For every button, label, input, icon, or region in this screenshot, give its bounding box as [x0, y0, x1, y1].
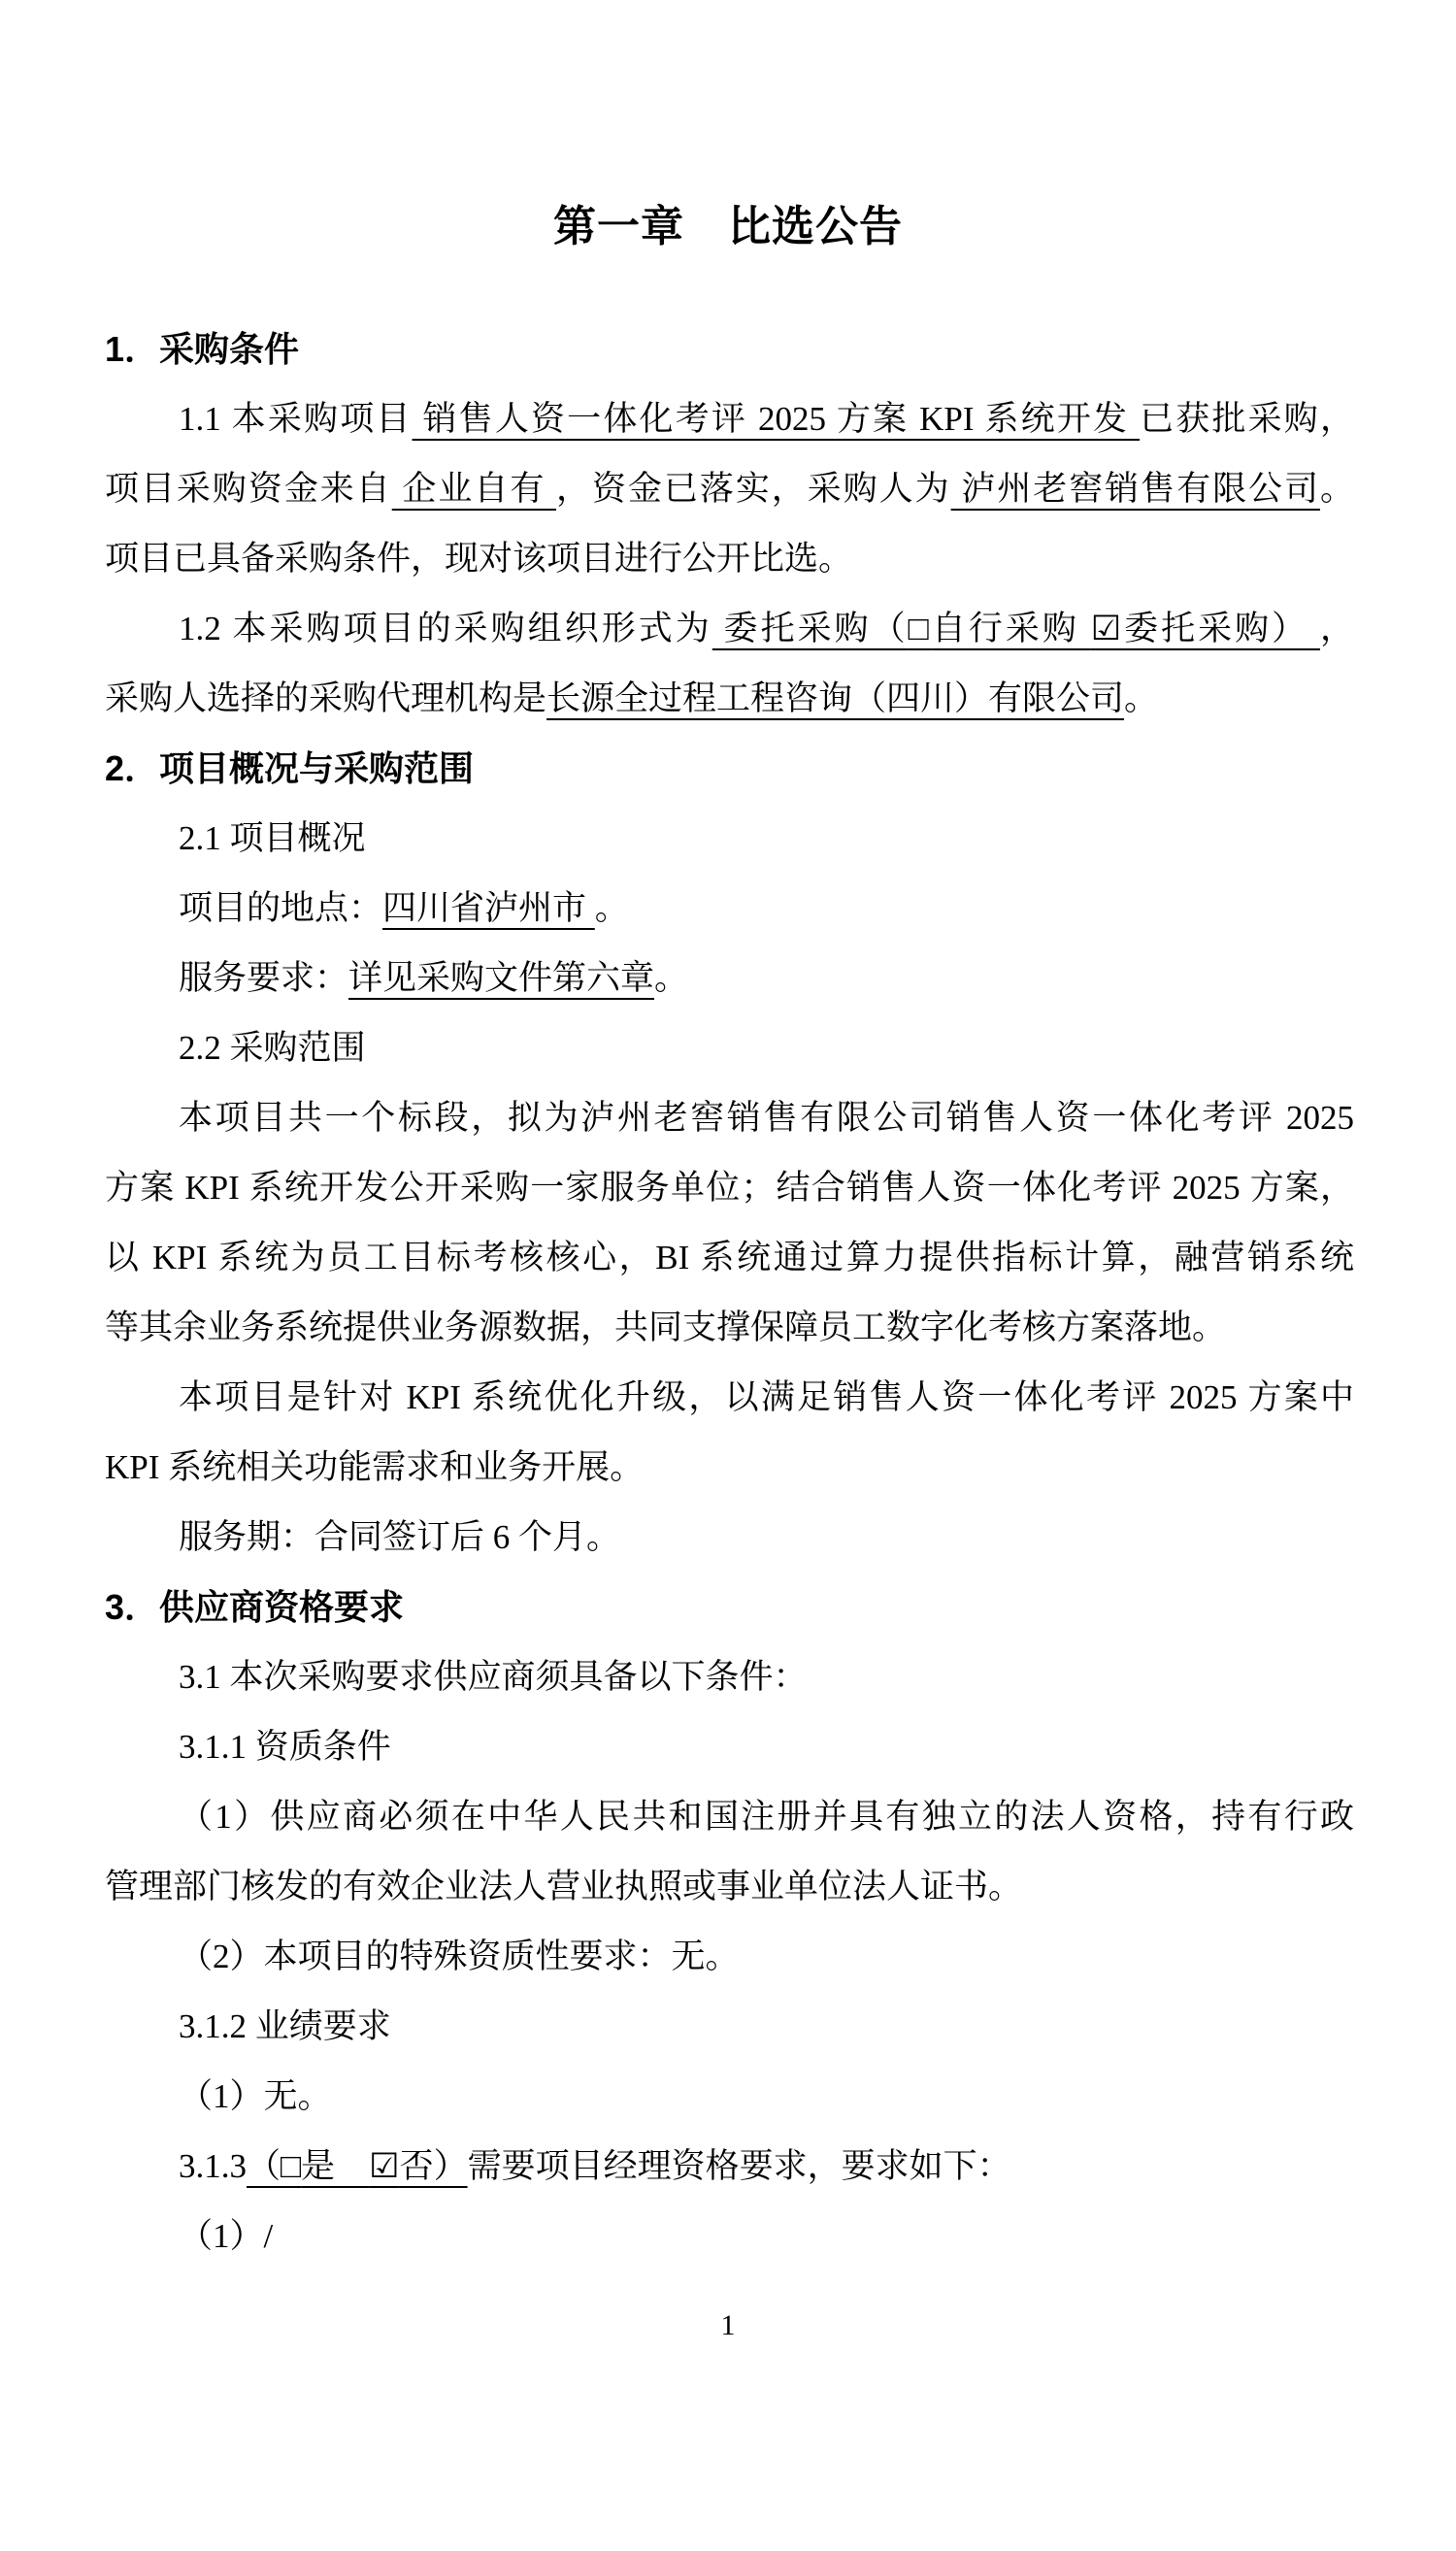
line-2-1: 2.1 项目概况 [179, 819, 366, 857]
page-number: 1 [720, 2309, 736, 2341]
checkbox-checked-icon: ☑ [1090, 610, 1122, 647]
text-segment: 3.1.3 [179, 2147, 247, 2185]
text-segment: 需要项目经理资格要求，要求如下： [467, 2147, 1011, 2185]
line-2-2: 2.2 采购范围 [179, 1029, 366, 1067]
org-form-underlined [712, 610, 1320, 647]
text-segment: （ [247, 2147, 281, 2185]
text-segment: 采购人选择的采购代理机构是 [105, 679, 547, 717]
text-segment: 是 [301, 2147, 370, 2185]
agency-underlined: 长源全过程工程咨询（四川）有限公司 [546, 679, 1125, 717]
text-segment: 项目采购资金来自 [105, 470, 392, 508]
text-segment: 自行采购 [931, 610, 1091, 647]
line-service-requirement [105, 944, 1354, 1013]
line-project-location [105, 874, 1354, 944]
line-qual-special: （2）本项目的特殊资质性要求：无。 [179, 1938, 740, 1975]
text-segment: 。 [1319, 470, 1354, 508]
checkbox-unchecked-icon: □ [908, 610, 932, 647]
location-underlined: 四川省泸州市 [382, 889, 595, 927]
text-segment: 。 [594, 889, 629, 927]
text-segment: ， [1319, 610, 1354, 647]
line-service-period: 服务期：合同签订后 6 个月。 [179, 1518, 621, 1556]
line-kpi-2: KPI 系统相关功能需求和业务开展。 [105, 1448, 645, 1486]
section-2-heading: 2．项目概况与采购范围 [105, 748, 475, 788]
line-performance: （1）无。 [179, 2077, 332, 2115]
service-req-underlined: 详见采购文件第六章 [348, 959, 655, 997]
checkbox-checked-icon: ☑ [369, 2147, 400, 2185]
text-segment: 。 [1124, 679, 1159, 717]
line-kpi-1: 本项目是针对 KPI 系统优化升级，以满足销售人资一体化考评 2025 方案中 [179, 1378, 1354, 1416]
line-1-1-cont-2: 项目已具备采购条件，现对该项目进行公开比选。 [105, 540, 853, 578]
text-segment: 委托采购（ [711, 610, 909, 647]
line-scope-1: 本项目共一个标段，拟为泸州老窖销售有限公司销售人资一体化考评 2025 [179, 1099, 1354, 1137]
line-1-1-first [105, 384, 1354, 454]
checkbox-unchecked-icon: □ [281, 2147, 302, 2185]
text-segment: 。 [654, 959, 689, 997]
chapter-title: 第一章 比选公告 [553, 203, 903, 250]
text-segment: 委托采购） [1121, 610, 1320, 647]
line-1-1-cont-1 [105, 454, 1354, 524]
line-3-1-1: 3.1.1 资质条件 [179, 1728, 391, 1766]
section-1-heading: 1．采购条件 [105, 329, 300, 369]
purchaser-underlined: 泸州老窖销售有限公司 [950, 470, 1320, 508]
text-segment: ，资金已落实，采购人为 [556, 470, 951, 508]
line-scope-2: 方案 KPI 系统开发公开采购一家服务单位；结合销售人资一体化考评 2025 方案， [105, 1169, 1354, 1207]
text-segment: 1.1 本采购项目 [179, 400, 413, 438]
text-segment: 项目的地点： [179, 889, 383, 927]
line-scope-4: 等其余业务系统提供业务源数据，共同支撑保障员工数字化考核方案落地。 [105, 1309, 1227, 1346]
line-1-2-cont [105, 664, 1354, 734]
project-name-underlined: 销售人资一体化考评 2025 方案 KPI 系统开发 [412, 400, 1141, 438]
line-1-2-first [105, 594, 1354, 664]
line-pm-requirement: （1）/ [179, 2217, 274, 2255]
text-segment: 1.2 本采购项目的采购组织形式为 [179, 610, 712, 647]
text-segment: 否） [399, 2147, 468, 2185]
text-segment: 已获批采购， [1140, 400, 1354, 438]
fund-source-underlined: 企业自有 [391, 470, 556, 508]
line-3-1-3 [105, 2132, 1354, 2202]
line-qual-2: 管理部门核发的有效企业法人营业执照或事业单位法人证书。 [105, 1868, 1023, 1905]
line-scope-3: 以 KPI 系统为员工目标考核核心，BI 系统通过算力提供指标计算，融营销系统 [105, 1239, 1354, 1276]
line-qual-1: （1）供应商必须在中华人民共和国注册并具有独立的法人资格，持有行政 [179, 1798, 1354, 1836]
section-3-heading: 3．供应商资格要求 [105, 1587, 405, 1627]
yes-no-underlined [247, 2147, 468, 2185]
text-segment: 服务要求： [179, 959, 349, 997]
line-3-1: 3.1 本次采购要求供应商须具备以下条件： [179, 1658, 808, 1696]
line-3-1-2: 3.1.2 业绩要求 [179, 2007, 391, 2045]
